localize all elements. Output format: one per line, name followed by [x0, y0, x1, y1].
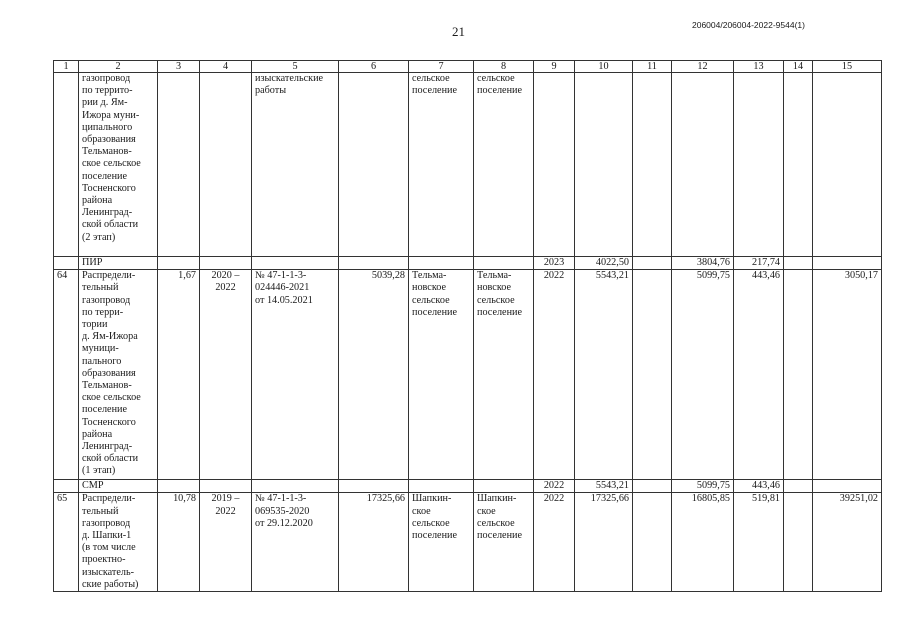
cell-value	[784, 493, 813, 592]
cell-number	[54, 73, 79, 257]
cell-year	[534, 73, 575, 257]
cell-expertise: № 47-1-1-3- 024446-2021 от 14.05.2021	[252, 270, 339, 480]
column-header: 7	[409, 61, 474, 73]
page-number: 21	[452, 24, 465, 39]
cell-object-name: СМР	[79, 480, 158, 493]
cell-cost: 5039,28	[339, 270, 409, 480]
cell-expertise: № 47-1-1-3- 069535-2020 от 29.12.2020	[252, 493, 339, 592]
cell-number	[54, 480, 79, 493]
column-header: 11	[633, 61, 672, 73]
cell-regional	[672, 73, 734, 257]
cell-cost	[339, 257, 409, 270]
cell-total: 17325,66	[575, 493, 633, 592]
cell-expertise: изыскательские работы	[252, 73, 339, 257]
column-header: 12	[672, 61, 734, 73]
cell-local: 217,74	[734, 257, 784, 270]
cell-expertise	[252, 257, 339, 270]
cell-years: 2020 – 2022	[200, 270, 252, 480]
column-header: 10	[575, 61, 633, 73]
cell-length: 1,67	[158, 270, 200, 480]
cell-regional: 5099,75	[672, 270, 734, 480]
cell-object-name: газопровод по террито- рии д. Ям- Ижора муни- ципального образования Тельманов- ское сельское поселение Тосненского района Ленинград- ской области (2 этап)	[79, 73, 158, 257]
cell-number: 64	[54, 270, 79, 480]
cell-object-name: Распредели- тельный газопровод по терри- тории д. Ям-Ижора муници- пального образования Тельманов- ское сельское поселение Тосненского района Ленинград- ской области (1 этап)	[79, 270, 158, 480]
cell-year: 2022	[534, 270, 575, 480]
cell-regional: 16805,85	[672, 493, 734, 592]
column-header: 2	[79, 61, 158, 73]
column-header: 14	[784, 61, 813, 73]
table-row	[54, 73, 882, 257]
cell-total: 5543,21	[575, 480, 633, 493]
cell-cost	[339, 73, 409, 257]
cell-settlement	[474, 257, 534, 270]
cell-years	[200, 257, 252, 270]
cell-settlement	[409, 257, 474, 270]
cell-number: 65	[54, 493, 79, 592]
column-header: 3	[158, 61, 200, 73]
document-reference: 206004/206004-2022-9544(1)	[692, 20, 805, 30]
table-row	[54, 493, 882, 592]
cell-value: 39251,02	[813, 493, 882, 592]
register-table	[53, 60, 882, 592]
cell-value	[633, 73, 672, 257]
cell-length: 10,78	[158, 493, 200, 592]
cell-value	[784, 257, 813, 270]
cell-value	[813, 257, 882, 270]
table-row	[54, 480, 882, 493]
column-header: 13	[734, 61, 784, 73]
column-header: 1	[54, 61, 79, 73]
column-header: 9	[534, 61, 575, 73]
cell-value	[633, 257, 672, 270]
column-header: 5	[252, 61, 339, 73]
cell-value	[784, 480, 813, 493]
table-row	[54, 257, 882, 270]
cell-settlement	[474, 480, 534, 493]
column-number-row	[54, 61, 882, 73]
cell-value	[633, 270, 672, 480]
column-header: 8	[474, 61, 534, 73]
cell-year: 2022	[534, 493, 575, 592]
cell-value	[784, 73, 813, 257]
cell-total: 5543,21	[575, 270, 633, 480]
cell-settlement: сельское поселение	[409, 73, 474, 257]
cell-settlement: Тельма- новское сельское поселение	[409, 270, 474, 480]
cell-expertise	[252, 480, 339, 493]
cell-years	[200, 73, 252, 257]
cell-length	[158, 480, 200, 493]
cell-year: 2023	[534, 257, 575, 270]
cell-value: 3050,17	[813, 270, 882, 480]
cell-value	[813, 73, 882, 257]
cell-number	[54, 257, 79, 270]
cell-settlement: сельское поселение	[474, 73, 534, 257]
cell-years: 2019 – 2022	[200, 493, 252, 592]
column-header: 4	[200, 61, 252, 73]
cell-local: 443,46	[734, 270, 784, 480]
table-row	[54, 270, 882, 480]
cell-local: 519,81	[734, 493, 784, 592]
column-header: 15	[813, 61, 882, 73]
cell-cost: 17325,66	[339, 493, 409, 592]
cell-value	[633, 480, 672, 493]
cell-local: 443,46	[734, 480, 784, 493]
cell-total	[575, 73, 633, 257]
cell-settlement	[409, 480, 474, 493]
cell-object-name: ПИР	[79, 257, 158, 270]
cell-value	[784, 270, 813, 480]
cell-value	[813, 480, 882, 493]
cell-year: 2022	[534, 480, 575, 493]
table-body	[54, 61, 882, 592]
cell-length	[158, 257, 200, 270]
cell-years	[200, 480, 252, 493]
column-header: 6	[339, 61, 409, 73]
cell-total: 4022,50	[575, 257, 633, 270]
cell-regional: 5099,75	[672, 480, 734, 493]
cell-local	[734, 73, 784, 257]
cell-settlement: Шапкин- ское сельское поселение	[409, 493, 474, 592]
cell-object-name: Распредели- тельный газопровод д. Шапки-1 (в том числе проектно- изыскатель- ские работы)	[79, 493, 158, 592]
cell-cost	[339, 480, 409, 493]
cell-settlement: Тельма- новское сельское поселение	[474, 270, 534, 480]
cell-value	[633, 493, 672, 592]
cell-regional: 3804,76	[672, 257, 734, 270]
cell-settlement: Шапкин- ское сельское поселение	[474, 493, 534, 592]
cell-length	[158, 73, 200, 257]
